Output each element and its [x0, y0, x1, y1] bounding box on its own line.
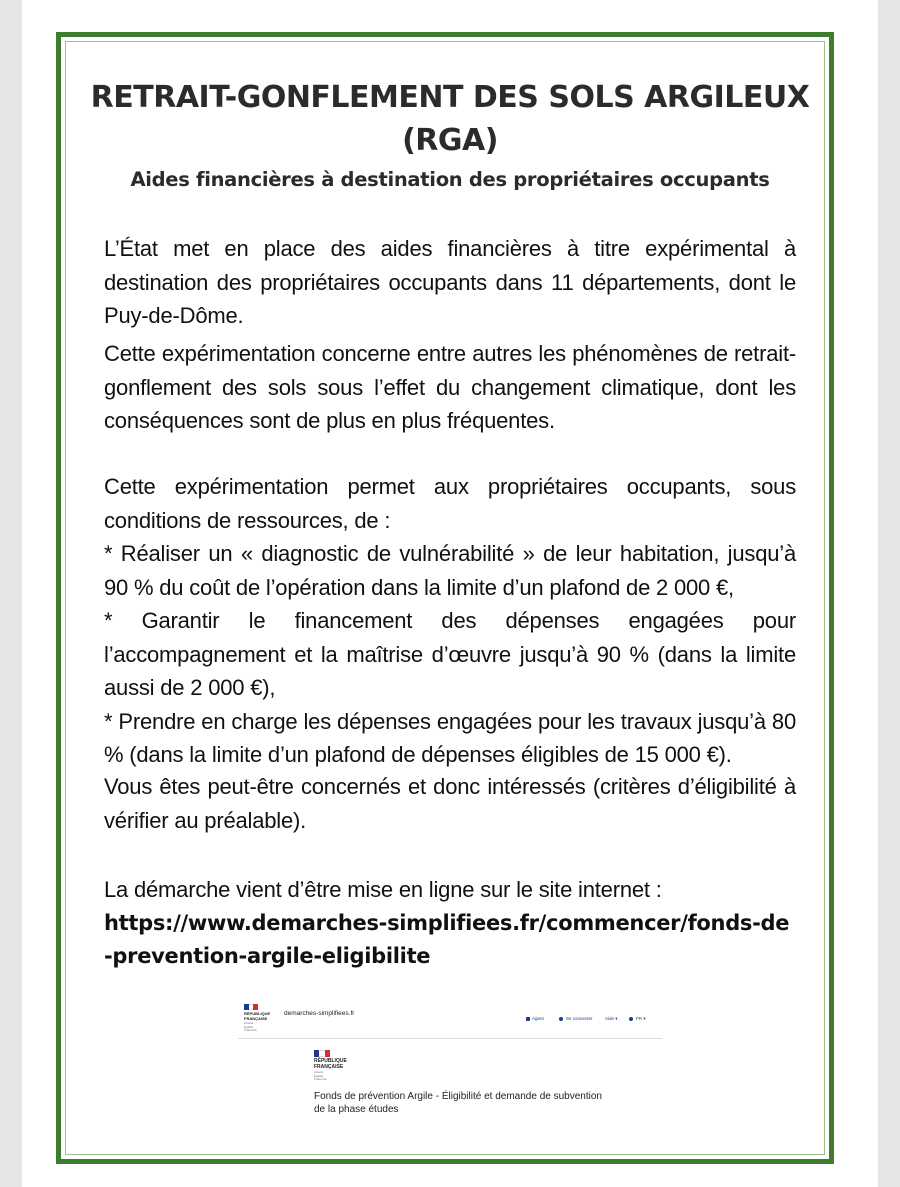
aids-intro: Cette expérimentation permet aux propriétaires occupants, sous conditions de ressources, de : — [104, 474, 796, 533]
republique-label: RÉPUBLIQUE FRANÇAISE — [244, 1011, 271, 1021]
language-icon — [629, 1017, 633, 1021]
website-screenshot — [238, 998, 662, 1123]
procedure-marianne-icon — [314, 1050, 330, 1057]
marianne-logo-icon — [244, 1004, 258, 1010]
paragraph-aids — [104, 470, 796, 772]
agent-icon — [526, 1017, 530, 1021]
procedure-lead: La démarche vient d’être mise en ligne sur le site internet : — [104, 877, 662, 902]
subtitle: Aides financières à destination des propriétaires occupants — [130, 168, 770, 191]
paragraph-intro: L’État met en place des aides financières à titre expérimental à destination des propriétaires occupants dans 11 départements, dont le Puy-de-Dôme. — [104, 236, 796, 328]
procedure-republique-label: RÉPUBLIQUE FRANÇAISE — [314, 1058, 347, 1070]
procedure-url-link[interactable]: https://www.demarches-simplifiees.fr/commencer/fonds-de-prevention-argile-eligibilite — [104, 910, 790, 968]
procedure-motto-label: Liberté Égalité Fraternité — [314, 1070, 327, 1081]
main-title-acronym: (RGA) — [402, 123, 498, 158]
aid-item-works: * Prendre en charge les dépenses engagées pour les travaux jusqu’à 80 % (dans la limite d’un plafond de dépenses éligibles de 15 000 €). — [104, 708, 796, 767]
main-title: RETRAIT-GONFLEMENT DES SOLS ARGILEUX — [90, 80, 810, 115]
nav-language-menu[interactable]: FR ▾ — [636, 1016, 646, 1021]
paragraph-eligibility: Vous êtes peut-être concernés et donc intéressés (critères d’éligibilité à vérifier au préalable). — [104, 774, 796, 833]
nav-login-link[interactable]: Se connecter — [566, 1016, 593, 1021]
aid-item-accompaniment: * Garantir le financement des dépenses engagées pour l’accompagnement et la maîtrise d’œuvre jusqu’à 90 % (dans la limite aussi de 2 000 €), — [104, 608, 796, 700]
user-icon — [559, 1017, 563, 1021]
procedure-title: Fonds de prévention Argile - Éligibilité et demande de subvention de la phase études — [314, 1091, 602, 1115]
site-name[interactable]: demarches-simplifiees.fr — [284, 1010, 355, 1017]
aid-item-diagnostic: * Réaliser un « diagnostic de vulnérabilité » de leur habitation, jusqu’à 90 % du coût de l’opération dans la limite d’un plafond de 2 000 €, — [104, 541, 796, 600]
website-header — [238, 998, 662, 1039]
nav-agent-link[interactable]: Agent — [532, 1016, 544, 1021]
paragraph-context: Cette expérimentation concerne entre autres les phénomènes de retrait-gonflement des sols sous l’effet du changement climatique, dont les conséquences sont de plus en plus fréquentes. — [104, 341, 796, 433]
nav-help-menu[interactable]: Aide ▾ — [605, 1016, 618, 1021]
motto-label: Liberté Égalité Fraternité — [244, 1021, 257, 1032]
paragraph-procedure — [104, 873, 796, 974]
